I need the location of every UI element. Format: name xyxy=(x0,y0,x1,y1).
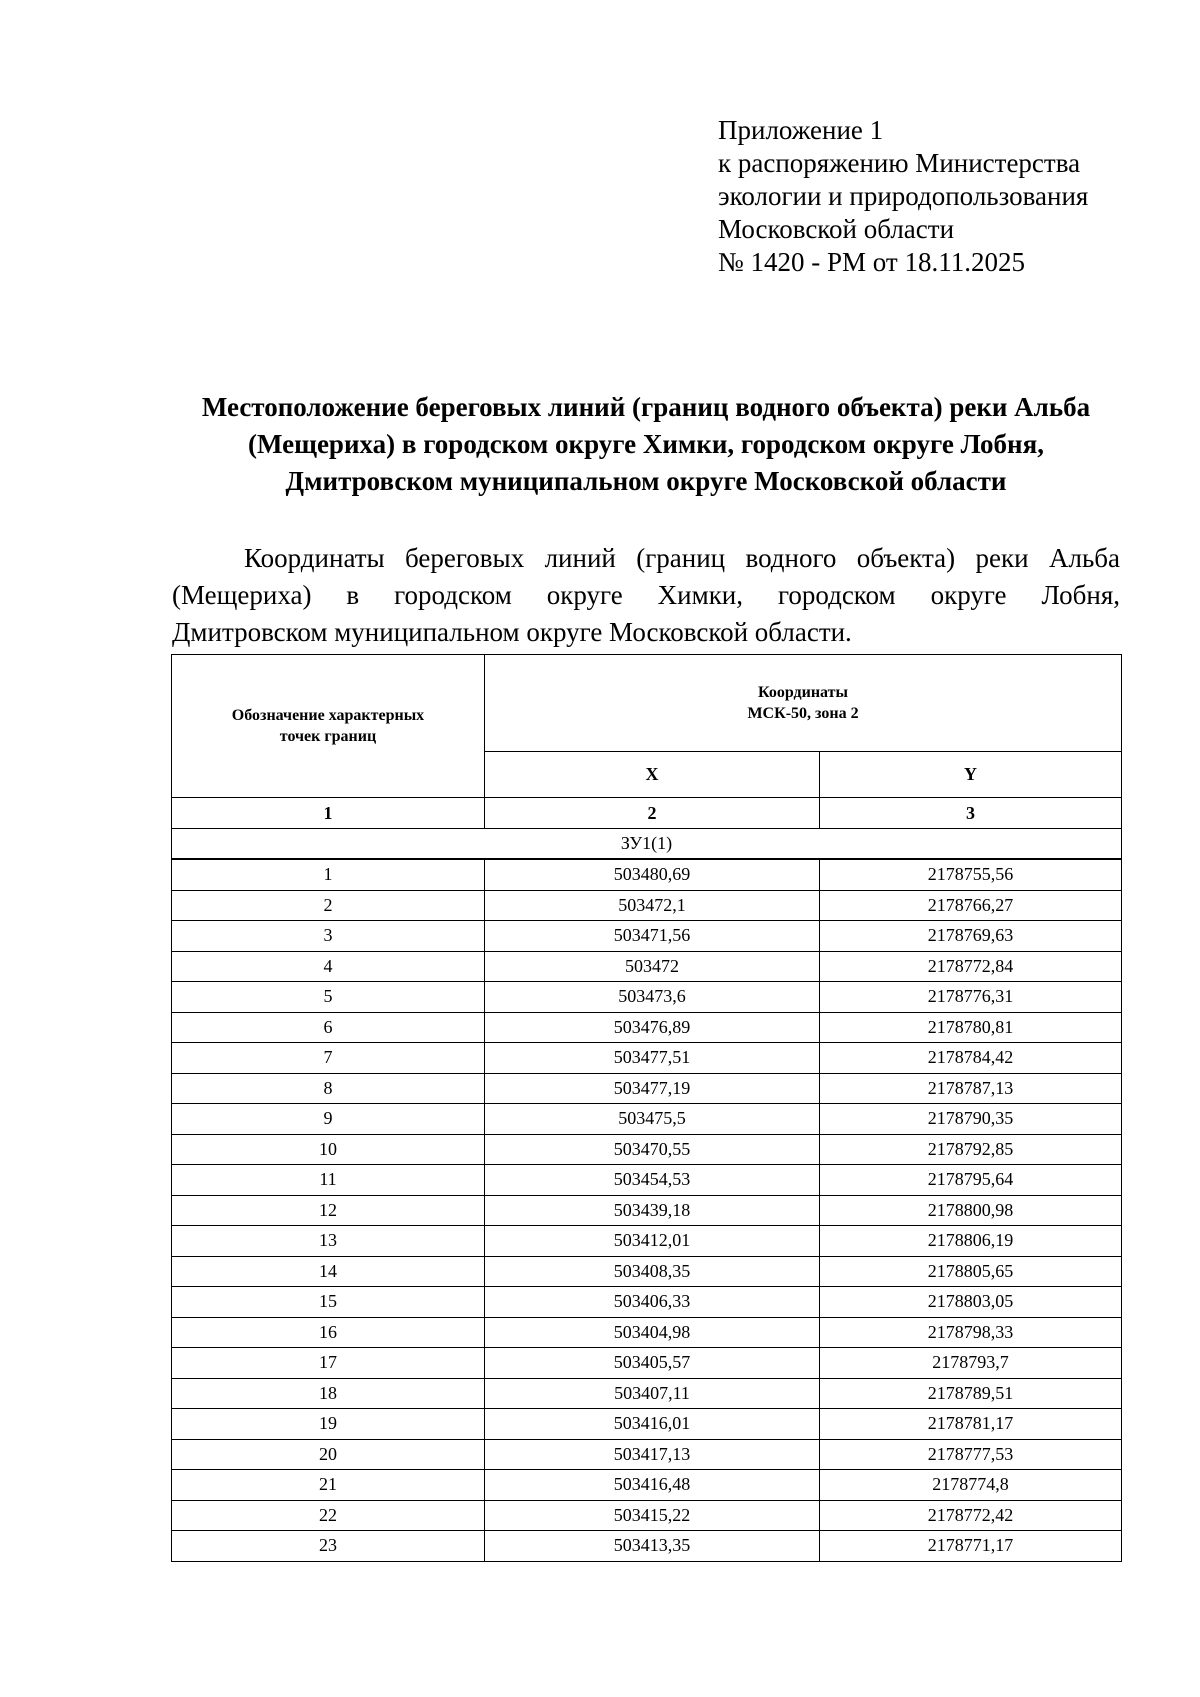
group-label: ЗУ1(1) xyxy=(172,829,1122,860)
x-coordinate-cell: 503471,56 xyxy=(485,921,820,952)
intro-line: Координаты береговых линий (границ водного объекта) реки Альба xyxy=(244,543,1120,573)
x-coordinate-cell: 503477,51 xyxy=(485,1043,820,1074)
table-row xyxy=(172,1195,1122,1226)
point-number-cell: 2 xyxy=(172,890,485,921)
header-y: Y xyxy=(820,751,1122,797)
table-row xyxy=(172,1287,1122,1318)
col-number: 2 xyxy=(485,798,820,829)
table-row xyxy=(172,951,1122,982)
y-coordinate-cell: 2178772,42 xyxy=(820,1500,1122,1531)
intro-line: Дмитровском муниципальном округе Московской области. xyxy=(172,617,852,647)
point-number-cell: 11 xyxy=(172,1165,485,1196)
title-line: Дмитровском муниципальном округе Московской области xyxy=(285,466,1007,496)
y-coordinate-cell: 2178795,64 xyxy=(820,1165,1122,1196)
header-x: X xyxy=(485,751,820,797)
x-coordinate-cell: 503473,6 xyxy=(485,982,820,1013)
point-number-cell: 21 xyxy=(172,1470,485,1501)
table-row xyxy=(172,1012,1122,1043)
point-number-cell: 19 xyxy=(172,1409,485,1440)
intro-line: (Мещериха) в городском округе Химки, городском округе Лобня, xyxy=(172,580,1120,610)
x-coordinate-cell: 503415,22 xyxy=(485,1500,820,1531)
y-coordinate-cell: 2178792,85 xyxy=(820,1134,1122,1165)
y-coordinate-cell: 2178774,8 xyxy=(820,1470,1122,1501)
y-coordinate-cell: 2178755,56 xyxy=(820,859,1122,890)
header-label-line: Обозначение характерных xyxy=(231,707,425,724)
y-coordinate-cell: 2178800,98 xyxy=(820,1195,1122,1226)
annex-line: Московской области xyxy=(718,214,955,244)
y-coordinate-cell: 2178781,17 xyxy=(820,1409,1122,1440)
intro-paragraph xyxy=(172,540,1120,651)
table-row xyxy=(172,1531,1122,1562)
x-coordinate-cell: 503412,01 xyxy=(485,1226,820,1257)
table-row xyxy=(172,1470,1122,1501)
y-coordinate-cell: 2178784,42 xyxy=(820,1043,1122,1074)
y-coordinate-cell: 2178776,31 xyxy=(820,982,1122,1013)
x-coordinate-cell: 503417,13 xyxy=(485,1439,820,1470)
point-number-cell: 9 xyxy=(172,1104,485,1135)
x-coordinate-cell: 503408,35 xyxy=(485,1256,820,1287)
annex-line: экологии и природопользования xyxy=(718,181,1089,211)
table-row xyxy=(172,1348,1122,1379)
y-coordinate-cell: 2178780,81 xyxy=(820,1012,1122,1043)
y-coordinate-cell: 2178766,27 xyxy=(820,890,1122,921)
x-coordinate-cell: 503416,48 xyxy=(485,1470,820,1501)
col-number: 3 xyxy=(820,798,1122,829)
header-label-line: точек границ xyxy=(279,728,377,745)
point-number-cell: 23 xyxy=(172,1531,485,1562)
table-row xyxy=(172,1165,1122,1196)
point-number-cell: 1 xyxy=(172,859,485,890)
x-coordinate-cell: 503475,5 xyxy=(485,1104,820,1135)
header-coords-line: МСК-50, зона 2 xyxy=(747,704,859,722)
x-coordinate-cell: 503472 xyxy=(485,951,820,982)
point-number-cell: 15 xyxy=(172,1287,485,1318)
y-coordinate-cell: 2178805,65 xyxy=(820,1256,1122,1287)
header-point-label xyxy=(172,655,485,798)
title-line: Местоположение береговых линий (границ водного объекта) реки Альба xyxy=(201,392,1091,422)
x-coordinate-cell: 503476,89 xyxy=(485,1012,820,1043)
y-coordinate-cell: 2178771,17 xyxy=(820,1531,1122,1562)
coordinates-table xyxy=(171,654,1122,1562)
y-coordinate-cell: 2178769,63 xyxy=(820,921,1122,952)
point-number-cell: 6 xyxy=(172,1012,485,1043)
y-coordinate-cell: 2178777,53 xyxy=(820,1439,1122,1470)
point-number-cell: 7 xyxy=(172,1043,485,1074)
table-row xyxy=(172,1256,1122,1287)
point-number-cell: 12 xyxy=(172,1195,485,1226)
table-row xyxy=(172,1409,1122,1440)
x-coordinate-cell: 503404,98 xyxy=(485,1317,820,1348)
x-coordinate-cell: 503480,69 xyxy=(485,859,820,890)
y-coordinate-cell: 2178790,35 xyxy=(820,1104,1122,1135)
point-number-cell: 22 xyxy=(172,1500,485,1531)
annex-line: Приложение 1 xyxy=(718,115,884,145)
x-coordinate-cell: 503407,11 xyxy=(485,1378,820,1409)
table-row xyxy=(172,1134,1122,1165)
x-coordinate-cell: 503439,18 xyxy=(485,1195,820,1226)
header-coords-line: Координаты xyxy=(758,683,848,701)
x-coordinate-cell: 503416,01 xyxy=(485,1409,820,1440)
x-coordinate-cell: 503405,57 xyxy=(485,1348,820,1379)
x-coordinate-cell: 503477,19 xyxy=(485,1073,820,1104)
table-row xyxy=(172,890,1122,921)
point-number-cell: 17 xyxy=(172,1348,485,1379)
table-row xyxy=(172,1043,1122,1074)
x-coordinate-cell: 503470,55 xyxy=(485,1134,820,1165)
table-row xyxy=(172,1378,1122,1409)
header-coordinates xyxy=(485,655,1122,752)
table-row xyxy=(172,1073,1122,1104)
annex-line: к распоряжению Министерства xyxy=(718,148,1081,178)
annex-line: № 1420 - РМ от 18.11.2025 xyxy=(718,247,1025,277)
point-number-cell: 14 xyxy=(172,1256,485,1287)
table-row xyxy=(172,982,1122,1013)
point-number-cell: 4 xyxy=(172,951,485,982)
y-coordinate-cell: 2178793,7 xyxy=(820,1348,1122,1379)
point-number-cell: 13 xyxy=(172,1226,485,1257)
table-row xyxy=(172,1226,1122,1257)
table-row xyxy=(172,921,1122,952)
table-row xyxy=(172,1317,1122,1348)
y-coordinate-cell: 2178787,13 xyxy=(820,1073,1122,1104)
title-line: (Мещериха) в городском округе Химки, городском округе Лобня, xyxy=(248,429,1044,459)
x-coordinate-cell: 503413,35 xyxy=(485,1531,820,1562)
x-coordinate-cell: 503406,33 xyxy=(485,1287,820,1318)
y-coordinate-cell: 2178806,19 xyxy=(820,1226,1122,1257)
point-number-cell: 16 xyxy=(172,1317,485,1348)
point-number-cell: 20 xyxy=(172,1439,485,1470)
table-row xyxy=(172,1500,1122,1531)
y-coordinate-cell: 2178803,05 xyxy=(820,1287,1122,1318)
x-coordinate-cell: 503472,1 xyxy=(485,890,820,921)
table-row xyxy=(172,1104,1122,1135)
table-row xyxy=(172,859,1122,890)
y-coordinate-cell: 2178798,33 xyxy=(820,1317,1122,1348)
point-number-cell: 3 xyxy=(172,921,485,952)
point-number-cell: 5 xyxy=(172,982,485,1013)
x-coordinate-cell: 503454,53 xyxy=(485,1165,820,1196)
annex-block xyxy=(718,114,1088,279)
point-number-cell: 10 xyxy=(172,1134,485,1165)
point-number-cell: 8 xyxy=(172,1073,485,1104)
point-number-cell: 18 xyxy=(172,1378,485,1409)
col-number: 1 xyxy=(172,798,485,829)
document-title xyxy=(150,389,1142,500)
table-row xyxy=(172,1439,1122,1470)
y-coordinate-cell: 2178772,84 xyxy=(820,951,1122,982)
y-coordinate-cell: 2178789,51 xyxy=(820,1378,1122,1409)
